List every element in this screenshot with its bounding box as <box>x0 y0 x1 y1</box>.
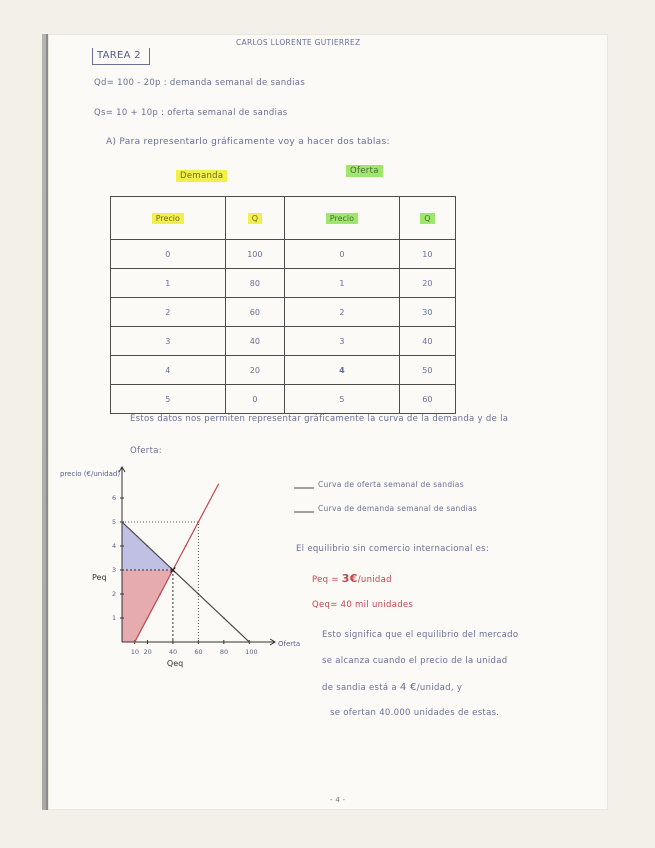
x-tick-label: 20 <box>143 648 152 656</box>
eq-price-unit: /unidad <box>357 575 392 585</box>
y-axis-label: precio (€/unidad) <box>60 470 121 478</box>
table-cell: 40 <box>399 327 455 356</box>
table-cell: 3 <box>285 327 400 356</box>
table-cell: 20 <box>225 356 284 385</box>
table-cell: 10 <box>399 240 455 269</box>
table-cell: 4 <box>285 356 400 385</box>
supply-point <box>197 521 199 523</box>
peq-label: Peq <box>92 573 107 582</box>
legend-demand-line <box>294 510 314 514</box>
table-cell: 2 <box>111 298 226 327</box>
x-tick-label: 10 <box>130 648 140 656</box>
eq-price-label: Peq = <box>312 575 339 585</box>
chart-intro-line2: Oferta: <box>130 446 162 456</box>
table-row <box>111 269 456 298</box>
col-header-demand-q <box>225 197 284 240</box>
supply-point <box>159 593 161 595</box>
table-cell: 0 <box>111 240 226 269</box>
demand-point <box>147 545 149 547</box>
table-cell: 0 <box>225 385 284 414</box>
y-tick-label: 6 <box>112 494 117 502</box>
col-header-demand-price <box>111 197 226 240</box>
table-cell: 60 <box>225 298 284 327</box>
header-label: Precio <box>326 213 358 224</box>
y-tick-label: 1 <box>112 614 117 622</box>
student-name: CARLOS LLORENTE GUTIERREZ <box>236 38 361 47</box>
table-cell: 30 <box>399 298 455 327</box>
demand-point <box>223 617 225 619</box>
legend-supply-line <box>294 486 314 490</box>
table-row <box>111 385 456 414</box>
assignment-title: TAREA 2 <box>92 48 150 65</box>
supply-table-title: Oferta <box>346 165 383 177</box>
eq-explanation-3c: /unidad, y <box>416 683 463 693</box>
x-axis-label: Oferta <box>278 640 301 648</box>
legend-supply-label: Curva de oferta semanal de sandias <box>318 480 464 489</box>
supply-point <box>134 641 136 643</box>
col-header-supply-price <box>285 197 400 240</box>
y-tick-label: 2 <box>112 590 117 598</box>
col-header-supply-q <box>399 197 455 240</box>
table-cell: 3 <box>111 327 226 356</box>
table-cell: 60 <box>399 385 455 414</box>
legend-demand-label: Curva de demanda semanal de sandias <box>318 504 478 513</box>
table-cell: 20 <box>399 269 455 298</box>
header-label: Q <box>420 213 434 224</box>
table-cell: 1 <box>111 269 226 298</box>
supply-point <box>185 545 187 547</box>
supply-equation: Qs= 10 + 10p : oferta semanal de sandias <box>94 108 288 118</box>
y-tick-label: 5 <box>112 518 117 526</box>
table-cell: 100 <box>225 240 284 269</box>
eq-explanation-2: se alcanza cuando el precio de la unidad <box>322 656 508 666</box>
table-cell: 5 <box>285 385 400 414</box>
table-row <box>111 240 456 269</box>
table-cell: 1 <box>285 269 400 298</box>
table-header-row <box>111 197 456 240</box>
table-cell: 80 <box>225 269 284 298</box>
x-tick-label: 60 <box>194 648 203 656</box>
table-cell: 40 <box>225 327 284 356</box>
producer-surplus-area <box>122 570 173 642</box>
data-table <box>110 196 456 414</box>
demand-equation: Qd= 100 - 20p : demanda semanal de sandias <box>94 78 306 88</box>
page-number: - 4 - <box>330 796 346 804</box>
eq-quantity: Qeq= 40 mil unidades <box>312 600 414 610</box>
chart-intro-line1: Estos datos nos permiten representar gráficamente la curva de la demanda y de la <box>130 414 509 424</box>
y-tick-label: 3 <box>112 566 117 574</box>
demand-point <box>197 593 199 595</box>
eq-explanation-1: Esto significa que el equilibrio del mercado <box>322 630 519 640</box>
demand-point <box>248 641 250 643</box>
table-row <box>111 298 456 327</box>
eq-explanation-3 <box>322 682 462 693</box>
table-cell: 0 <box>285 240 400 269</box>
x-tick-label: 100 <box>245 648 258 656</box>
eq-explanation-3b: 4 € <box>399 682 417 693</box>
x-tick-label: 80 <box>219 648 229 656</box>
demand-point <box>121 521 123 523</box>
equilibrium-title: El equilibrio sin comercio internacional es: <box>296 544 490 554</box>
header-label: Precio <box>152 213 184 224</box>
table-cell: 2 <box>285 298 400 327</box>
supply-point <box>147 617 149 619</box>
eq-price-line <box>312 572 392 585</box>
eq-explanation-4: se ofertan 40.000 unidades de estas. <box>330 708 500 718</box>
supply-demand-chart <box>56 464 301 674</box>
y-tick-label: 4 <box>112 542 117 550</box>
table-row <box>111 327 456 356</box>
intro-text: A) Para representarlo gráficamente voy a hacer dos tablas: <box>106 137 390 147</box>
x-tick-label: 40 <box>168 648 178 656</box>
demand-table-title: Demanda <box>176 170 227 182</box>
eq-explanation-3a: de sandia está a <box>322 683 397 693</box>
header-label: Q <box>248 213 262 224</box>
table-cell: 50 <box>399 356 455 385</box>
table-cell: 4 <box>111 356 226 385</box>
table-cell: 5 <box>111 385 226 414</box>
eq-price-value: 3€ <box>341 572 358 585</box>
qeq-label: Qeq <box>166 659 184 668</box>
table-row <box>111 356 456 385</box>
